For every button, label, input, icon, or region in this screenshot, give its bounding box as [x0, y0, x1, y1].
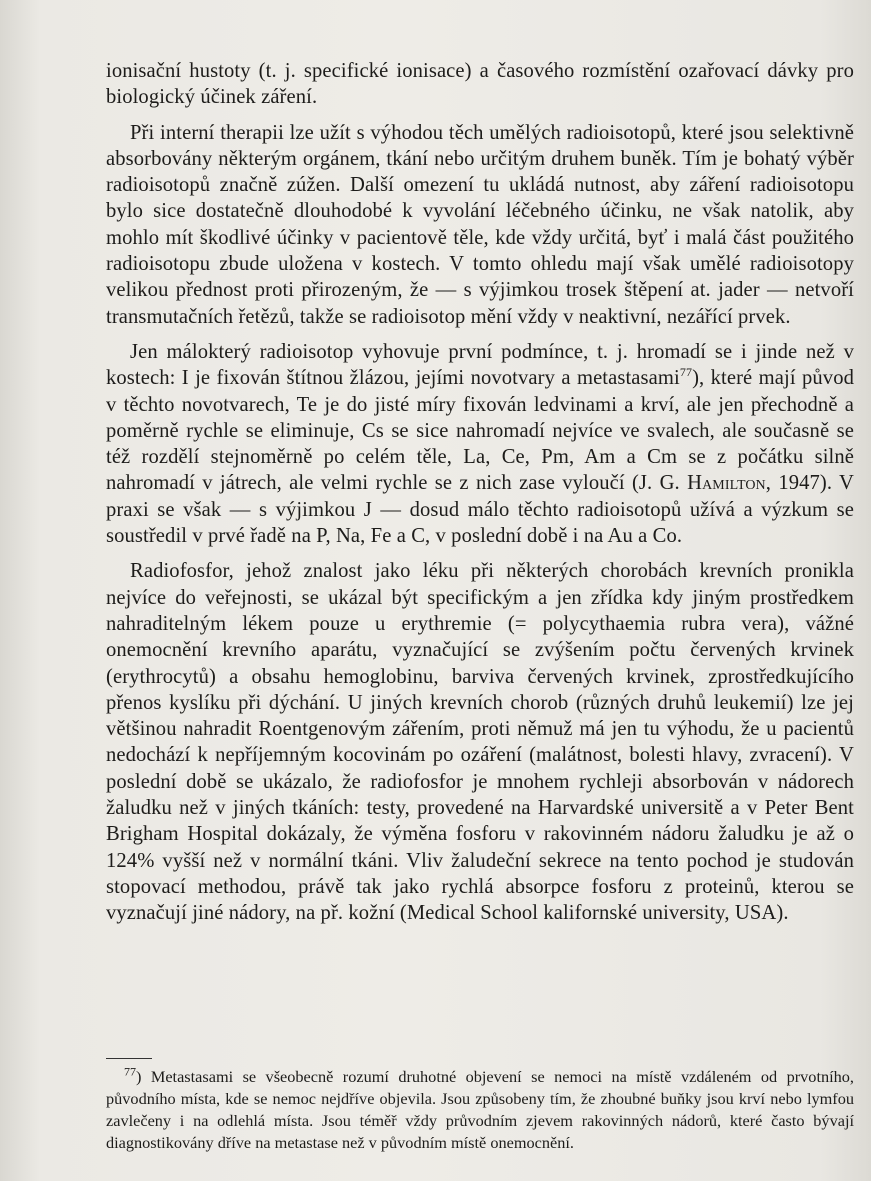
paragraph-3: [106, 339, 854, 549]
footnote-divider: [106, 1058, 152, 1059]
body-text: [106, 58, 854, 936]
footnote-marker: 77: [124, 1064, 136, 1079]
paragraph-3-part-a: Jen málokterý radioisotop vyhovuje první podmínce, t. j. hromadí se i jinde než v kostech: I je fixován štítnou žlázou, jejími novotvary a metastasami: [106, 340, 854, 390]
footnote-ref-77: 77: [679, 365, 693, 380]
paragraph-3-part-b: ), které mají původ v těchto novotvarech, Te je do jisté míry fixován ledvinami a krví, ale jen přechodně a poměrně rychle se eliminuje, Cs se sice nahromadí nejvíce ve svalech, ale současně se též rozdělí stejnoměrně po celém těle, La, Ce, Pm, Am a Cm se z počátku silně nahromadí v játrech, ale velmi rychle se z nich zase vyloučí (J. G.: [106, 367, 854, 495]
paragraph-2: Při interní therapii lze užít s výhodou těch umělých radioisotopů, které jsou selektivně absorbovány některým orgánem, tkání nebo určitým druhem buněk. Tím je bohatý výběr radioisotopů značně zúžen. Další omezení tu ukládá nutnost, aby záření radioisotopu bylo sice dostatečně dlouhodobé k vyvolání léčebného účinku, ne však natolik, aby mohlo mít škodlivé účinky v pacientově těle, kde vždy určitá, byť i malá část použitého radioisotopu zbude uložena v kostech. V tomto ohledu mají však umělé radioisotopy velikou přednost proti přirozeným, že — s výjimkou trosek štěpení at. jader — netvoří transmutačních řetězů, takže se radioisotop mění vždy v neaktivní, nezářící prvek.: [106, 121, 854, 328]
footnote: [106, 1066, 854, 1154]
paragraph-3-part-c: , 1947). V praxi se však — s výjimkou J — dosud málo těchto radioisotopů užívá a výzkum se soustředil v prvé řadě na P, Na, Fe a C, v poslední době i na Au a Co.: [106, 472, 854, 548]
paragraph-1: ionisační hustoty (t. j. specifické ionisace) a časového rozmístění ozařovací dávky pro biologický účinek záření.: [106, 60, 854, 109]
footnote-text: ) Metastasami se všeobecně rozumí druhotné objevení se nemoci na místě vzdáleném od prvotního, původního místa, kde se nemoc nejdříve objevila. Jsou způsobeny tím, že zhoubné buňky jsou krví nebo lymfou zavlečeny i na odlehlá místa. Jsou téměř vždy průvodním zjevem rakovinných nádorů, které často bývají diagnostikovány dříve na metastase než v původním místě onemocnění.: [106, 1067, 854, 1152]
paragraph-4: Radiofosfor, jehož znalost jako léku při některých chorobách krevních pronikla nejvíce do veřejnosti, se ukázal být specifickým a jen zřídka kdy jiným prostředkem nahraditelným lékem pouze u erythremie (= polycythaemia rubra vera), vážné onemocnění krevního aparátu, vyznačující se zvýšením počtu červených krvinek (erythrocytů) a obsahu hemoglobinu, barviva červených krvinek, zprostředkujícího přenos kyslíku při dýchání. U jiných krevních chorob (různých druhů leukemií) lze jej většinou nahradit Roentgenovým zářením, proti němuž má jen tu výhodu, že u pacientů nedochází k nepříjemným kocovinám po ozáření (malátnost, bolesti hlavy, zvracení). V poslední době se ukázalo, že radiofosfor je mnohem rychleji absorbován v nádorech žaludku než v jiných tkáních: testy, provedené na Harvardské universitě a v Peter Bent Brigham Hospital dokázaly, že výměna fosforu v rakovinném nádoru žaludku je až o 124% vyšší než v normální tkáni. Vliv žaludeční sekrece na tento pochod je studován stopovací methodou, právě tak jako rychlá absorpce fosforu z proteinů, kterou se vyznačují jiné nádory, na př. kožní (Medical School kalifornské university, USA).: [106, 560, 854, 925]
footnote-77: [106, 1066, 854, 1154]
author-name: Hamilton: [687, 472, 766, 495]
